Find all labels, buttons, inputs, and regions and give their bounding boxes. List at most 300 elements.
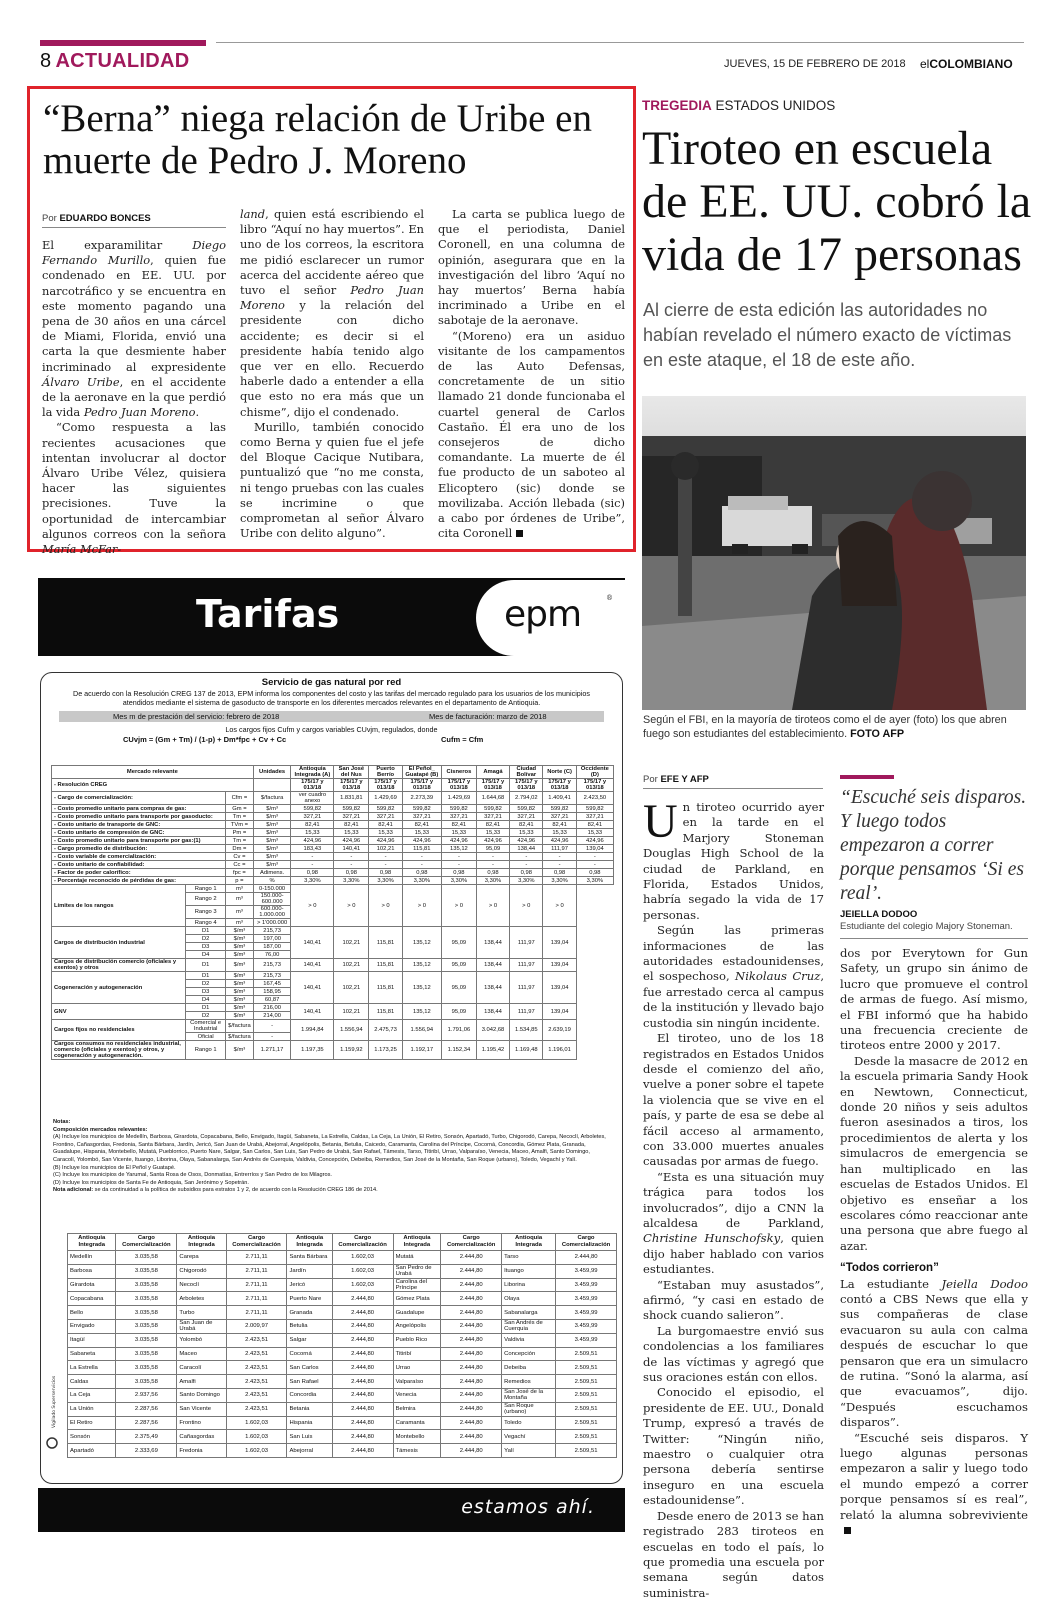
table-cell: D2	[186, 935, 226, 943]
table-cell: 1.173,25	[369, 1041, 402, 1060]
table-cell: $/m³	[226, 988, 254, 996]
table-cell: 140,41	[291, 972, 334, 1004]
table-row	[68, 1333, 617, 1347]
service-month: Mes m de prestación del servicio: febrero de 2018	[113, 712, 280, 721]
table-cell: m³	[226, 893, 254, 906]
table-cell: 2.444,80	[332, 1319, 393, 1333]
table-cell: -	[576, 853, 613, 861]
table-cell: Belmira	[393, 1402, 441, 1416]
table-cell: Sabanalarga	[502, 1306, 556, 1320]
table-cell: 3.459,99	[556, 1306, 617, 1320]
table-cell: 95,09	[441, 959, 476, 972]
table-cell: -	[291, 853, 334, 861]
table-cell: 95,09	[441, 972, 476, 1004]
table-cell: 76,00	[253, 951, 291, 959]
table-cell: 2.444,80	[441, 1402, 502, 1416]
table-cell: Carepa	[177, 1251, 226, 1265]
table-cell: 424,96	[576, 837, 613, 845]
table-cell: 1.196,01	[543, 1041, 576, 1060]
table-cell: Rango 2	[186, 893, 226, 906]
table-cell: 2.509,51	[556, 1444, 617, 1458]
table-cell: 2.423,51	[226, 1388, 287, 1402]
table-cell: 175/17 y 013/18	[441, 779, 476, 792]
table-cell: 135,12	[402, 927, 441, 959]
table-cell: 1.429,69	[441, 792, 476, 805]
table-row	[68, 1388, 617, 1402]
row-label: - Costo unitario de confiabilidad:	[52, 861, 226, 869]
table-cell: %	[253, 877, 291, 885]
table-cell: 135,12	[402, 972, 441, 1004]
table-cell: 599,82	[543, 805, 576, 813]
table-row	[68, 1278, 617, 1292]
table-cell: 3.459,99	[556, 1319, 617, 1333]
table-cell: 115,81	[402, 845, 441, 853]
table-cell: 115,81	[369, 972, 402, 1004]
table-cell: -	[543, 853, 576, 861]
table-cell: 2.444,80	[332, 1333, 393, 1347]
table-cell: 95,09	[441, 927, 476, 959]
table-cell: 187,00	[253, 943, 291, 951]
table-cell: Yalí	[502, 1444, 556, 1458]
vigilado-mark	[45, 1373, 59, 1453]
table-cell: -	[402, 853, 441, 861]
table-cell: $/factura	[226, 1033, 254, 1041]
table-cell: Arboletes	[177, 1292, 226, 1306]
table-cell: 3.459,99	[556, 1292, 617, 1306]
table-cell: 0,98	[510, 869, 543, 877]
table-cell: 2.423,51	[226, 1402, 287, 1416]
table-cell: -	[441, 861, 476, 869]
epm-logo: epm ®	[476, 580, 626, 656]
table-cell: D4	[186, 951, 226, 959]
table-cell: 175/17 y 013/18	[402, 779, 441, 792]
table-cell: 327,21	[334, 813, 369, 821]
table-cell: Santa Bárbara	[287, 1251, 332, 1265]
column-header: Mercado relevante	[52, 766, 254, 779]
table-cell: Dm =	[226, 845, 254, 853]
table-row	[52, 885, 614, 893]
table-cell: 3.035,58	[116, 1306, 177, 1320]
table-row	[52, 845, 614, 853]
table-cell: 3.459,99	[556, 1264, 617, 1278]
table-cell: 138,44	[476, 927, 509, 959]
table-cell: -	[476, 861, 509, 869]
table-cell: 2.444,80	[332, 1292, 393, 1306]
table-cell: Granada	[287, 1306, 332, 1320]
table-row	[68, 1361, 617, 1375]
table-cell: > 0	[291, 885, 334, 927]
tariff-notes: Notas: Composición mercados relevantes: (A) Incluye los municipios de Medellín, Barbosa, Girardota, Copacabana, Bello, Envigado, Itagüí, Sabaneta, La Estrella, Caldas, La Ceja, La Unión, El Retiro, Sonsón, Apartadó, Turbo, Chigorodó, Carepa, Necoclí, Arboletes, Frontino, Cañasgordas, Fredonia, Santa Bárbara, Jardín, Jericó, San Juan de Urabá, Abejorral, Angelópolis, Betania, Betulia, Caicedo, Caramanta, Carolina del Príncipe, Cocorná, Concordia, Gómez Plata, Granada, Guadalupe, Hispania, Montebello, Mutatá, Pueblorrico, Puerto Nare, Salgar, San Carlos, San Luis, San Pedro de Urabá, San Rafael, Támesis, Tarso, Titiribí, Urrao, Valparaíso, Venecia, Maceo, Amalfi, Santo Domingo, Caracolí, Yolombó, San Vicente, Ituango, Liborina, Olaya, Sabanalarga, San Andrés de Cuerquia, Valdivia, Concepción, Debeiba, Remedios, San José de la Montaña, San Roque (urbano), Toledo, Vegachí y Yalí. (B) Incluye los municipios de El Peñol y Guatapé. (C) Incluye los municipios de Yarumal, Santa Rosa de Osos, Donmatías, Entrerríos y San Pedro de los Milagros. (D) Incluye los municipios de Santa Fe de Antioquia, San Jerónimo y Sopetrán. Nota adicional: se da continuidad a la política de subsidios para estratos 1 y 2, de acuerdo con la Resolución CREG 186 de 2014.	[53, 1119, 606, 1194]
table-cell: 2.937,56	[116, 1388, 177, 1402]
table-cell: 111,97	[510, 927, 543, 959]
table-cell: Guadalupe	[393, 1306, 441, 1320]
table-row	[68, 1444, 617, 1458]
table-cell: 115,81	[369, 927, 402, 959]
table-cell: 15,33	[576, 829, 613, 837]
column-header: Antioquia Integrada	[177, 1234, 226, 1251]
tariff-formula	[41, 735, 622, 747]
table-cell: Puerto Nare	[287, 1292, 332, 1306]
table-cell: 115,81	[369, 1004, 402, 1020]
table-cell: 135,12	[402, 1004, 441, 1020]
table-row	[52, 837, 614, 845]
masthead-brand: elCOLOMBIANO	[920, 57, 1013, 71]
table-cell: Betulia	[287, 1319, 332, 1333]
table-cell: $/m³	[253, 861, 291, 869]
table-cell: 2.509,51	[556, 1375, 617, 1389]
table-cell: San José de la Montaña	[502, 1388, 556, 1402]
table-cell: 0-150.000	[253, 885, 291, 893]
byline-rule	[643, 788, 823, 789]
table-cell: 139,04	[543, 1004, 576, 1020]
table-row	[68, 1251, 617, 1265]
table-row	[52, 972, 614, 980]
table-cell: m³	[226, 919, 254, 927]
table-cell: 2.444,80	[441, 1292, 502, 1306]
table-cell: 82,41	[576, 821, 613, 829]
table-cell: Jardín	[287, 1264, 332, 1278]
table-cell: Gómez Plata	[393, 1292, 441, 1306]
table-cell: Fredonia	[177, 1444, 226, 1458]
table-cell: p =	[226, 877, 254, 885]
table-cell: 175/17 y 013/18	[510, 779, 543, 792]
table-row	[52, 1020, 614, 1033]
table-cell: 138,44	[476, 959, 509, 972]
formula-variable: CUvjm = (Gm + Tm) / (1-p) + Dm*fpc + Cv + Cc	[123, 735, 287, 744]
table-cell: 2.375,49	[116, 1430, 177, 1444]
table-cell: > 0	[334, 885, 369, 927]
table-cell: 2.423,51	[226, 1361, 287, 1375]
table-cell: Necoclí	[177, 1278, 226, 1292]
table-cell: Comercial e Industrial	[186, 1020, 226, 1033]
billing-month: Mes de facturación: marzo de 2018	[429, 712, 547, 721]
table-cell: 2.444,80	[441, 1306, 502, 1320]
table-cell: 1.994,84	[291, 1020, 334, 1041]
table-cell: 15,33	[476, 829, 509, 837]
table-cell: $/m³	[253, 853, 291, 861]
tiroteo-kicker: TREGEDIA ESTADOS UNIDOS	[642, 98, 836, 113]
column-header: San José del Nus	[334, 766, 369, 779]
table-cell: 183,43	[291, 845, 334, 853]
table-cell: -	[334, 853, 369, 861]
table-cell: San Carlos	[287, 1361, 332, 1375]
table-cell: 3.035,58	[116, 1347, 177, 1361]
table-cell: 2.711,11	[226, 1306, 287, 1320]
table-row	[52, 959, 614, 972]
column-header: Cargo Comercialización	[441, 1234, 502, 1251]
table-cell: 0,98	[291, 869, 334, 877]
table-cell: 1.602,03	[226, 1416, 287, 1430]
table-header-row	[52, 766, 614, 779]
table-cell: D2	[186, 980, 226, 988]
tariff-components-table	[51, 765, 614, 1060]
table-cell: 111,97	[510, 972, 543, 1004]
table-cell: 2.444,80	[441, 1430, 502, 1444]
table-cell: 60,87	[253, 996, 291, 1004]
table-cell: 2.444,80	[332, 1388, 393, 1402]
table-cell: Cocorná	[287, 1347, 332, 1361]
commercialization-charges-table	[67, 1233, 617, 1458]
issue-date: JUEVES, 15 DE FEBRERO DE 2018	[724, 58, 906, 70]
table-cell: 140,41	[291, 1004, 334, 1020]
table-cell: 2.639,19	[543, 1020, 576, 1041]
table-cell: 1.602,03	[226, 1430, 287, 1444]
table-cell: Envigado	[68, 1319, 116, 1333]
table-cell: 2.444,80	[441, 1264, 502, 1278]
ad-title: Tarifas	[196, 592, 340, 636]
table-cell: El Retiro	[68, 1416, 116, 1430]
formula-fixed: Cufm = Cfm	[441, 735, 484, 744]
table-cell: 424,96	[291, 837, 334, 845]
table-cell: San Roque (urbano)	[502, 1402, 556, 1416]
table-cell: 1.429,69	[369, 792, 402, 805]
table-cell: 1.602,03	[226, 1444, 287, 1458]
table-cell: 2.423,50	[576, 792, 613, 805]
table-cell: 0,98	[402, 869, 441, 877]
table-cell: 2.509,51	[556, 1416, 617, 1430]
table-cell: Girardota	[68, 1278, 116, 1292]
table-cell: 158,95	[253, 988, 291, 996]
table-cell: Bello	[68, 1306, 116, 1320]
table-cell: 95,09	[441, 1004, 476, 1020]
table-cell: 424,96	[369, 837, 402, 845]
table-row	[68, 1430, 617, 1444]
quote-attribution-role: Estudiante del colegio Majory Stoneman.	[840, 921, 1013, 932]
page-number: 8	[40, 50, 52, 72]
table-cell: Concepción	[502, 1347, 556, 1361]
column-header: Antioquia Integrada	[502, 1234, 556, 1251]
table-cell: 3,30%	[334, 877, 369, 885]
pull-quote: “Escuché seis disparos. Y luego todos empezaron a correr porque pensamos ‘Si es real’.	[840, 787, 1027, 904]
table-cell: 2.423,51	[226, 1333, 287, 1347]
table-cell: 327,21	[476, 813, 509, 821]
berna-headline: “Berna” niega relación de Uribe en muerte de Pedro J. Moreno	[43, 97, 592, 182]
table-cell: 111,97	[510, 959, 543, 972]
table-cell: 140,41	[334, 845, 369, 853]
table-cell: Valdivia	[502, 1333, 556, 1347]
table-cell: 15,33	[510, 829, 543, 837]
table-cell: -	[334, 861, 369, 869]
table-cell: Ituango	[502, 1264, 556, 1278]
table-cell: 1.409,41	[543, 792, 576, 805]
table-cell: 3.042,68	[476, 1020, 509, 1041]
table-cell: 1.602,03	[332, 1264, 393, 1278]
table-row	[52, 821, 614, 829]
table-cell: 82,41	[543, 821, 576, 829]
row-label: - Costo promedio unitario para transporte por gasoducto:	[52, 813, 226, 821]
table-cell: 150.000-600.000	[253, 893, 291, 906]
table-cell: Amalfi	[177, 1375, 226, 1389]
table-cell: 599,82	[441, 805, 476, 813]
table-cell: 102,21	[334, 927, 369, 959]
row-label: - Costo promedio unitario para transporte por gas:(1)	[52, 837, 226, 845]
column-header: El Peñol_ Guatapé (B)	[402, 766, 441, 779]
tiroteo-column-1: Un tiroteo ocurrido ayer en la tarde en el Marjory Stoneman Douglas High School de la ciudad de Parkland, en Florida, Estados Unidos, habría segado la vida de 17 personas. Según las primeras informaciones de las autoridades estadounidenses, el sospechoso, Nikolaus Cruz, fue arrestado cerca al campus de la institución y llevado bajo custodia sin ningún incidente. El tiroteo, uno de los 18 registrados en Estados Unidos desde el comienzo del año, vuelve a poner sobre el tapete la violencia que se vive en el país, y parte de esa se debe al fácil acceso al armamento, con 33.000 muertes anuales causadas por armas de fuego. “Esta es una situación muy trágica para todos los involucrados”, dijo a CNN la alcaldesa de Parkland, Christine Hunschofsky, quien dijo haber hablado con varios estudiantes. “Estaban muy asustados”, afirmó, “y casi en estado de shock cuando salieron”. La burgomaestre envió sus condolencias a los familiares de las víctimas y agregó que sus oraciones están con ellos. Conocido el episodio, el presidente de EE. UU., Donald Trump, expresó a través de Twitter: “Ningún niño, maestro o cualquier otra persona debería sentirse inseguro en una escuela estadounidense”. Desde enero de 2013 se han registrado 283 tiroteos en escuelas en todo el país, lo que promedia una escuela por semana según datos suministra-	[643, 795, 824, 1600]
table-cell: 2.509,51	[556, 1430, 617, 1444]
table-cell: 15,33	[334, 829, 369, 837]
table-cell: 214,00	[253, 1012, 291, 1020]
table-cell: 2.509,51	[556, 1361, 617, 1375]
table-cell: 111,97	[510, 1004, 543, 1020]
table-cell: 115,81	[369, 959, 402, 972]
table-cell: Tarso	[502, 1251, 556, 1265]
berna-column-1: El exparamilitar Diego Fernando Murillo, quien fue condenado en EE. UU. por narcotráfico y se encuentra en este momento pagando una pena de 30 años en una cárcel de Miami, Florida, envió una carta la que desmiente haber incriminado al expresidente Álvaro Uribe, en el accidente de la aeronave en la que perdió la vida Pedro Juan Moreno. “Como respuesta a las recientes acusaciones que intentan involucrar al doctor Álvaro Uribe Vélez, quisiera hacer las siguientes precisiones. Tuve la oportunidad de intercambiar algunos correos con la señora María McFar-	[42, 238, 226, 557]
table-cell: Mutatá	[393, 1251, 441, 1265]
column-header: Norte (C)	[543, 766, 576, 779]
table-cell: 139,04	[543, 972, 576, 1004]
table-cell: $/m³	[226, 972, 254, 980]
table-row	[52, 792, 614, 805]
table-cell: 2.444,80	[332, 1402, 393, 1416]
table-cell: 140,41	[291, 927, 334, 959]
table-cell: -	[402, 861, 441, 869]
table-cell: Olaya	[502, 1292, 556, 1306]
table-cell: 599,82	[334, 805, 369, 813]
table-row	[52, 877, 614, 885]
table-cell: 1.602,03	[332, 1251, 393, 1265]
table-cell: San Luis	[287, 1430, 332, 1444]
column-header: Antioquia Integrada (A)	[291, 766, 334, 779]
table-cell: 2.444,80	[441, 1251, 502, 1265]
table-cell: 599,82	[402, 805, 441, 813]
table-cell: 0,98	[576, 869, 613, 877]
table-cell: > 0	[476, 885, 509, 927]
table-cell: 3.035,58	[116, 1319, 177, 1333]
table-cell: Hispania	[287, 1416, 332, 1430]
row-label: Cargos fijos no residenciales	[52, 1020, 186, 1041]
table-row	[52, 1041, 614, 1060]
table-row	[52, 927, 614, 935]
table-cell: 2.287,56	[116, 1416, 177, 1430]
table-cell: Cañasgordas	[177, 1430, 226, 1444]
table-cell: 2.509,51	[556, 1388, 617, 1402]
table-cell: 599,82	[369, 805, 402, 813]
table-cell: 82,41	[291, 821, 334, 829]
table-row	[68, 1416, 617, 1430]
berna-column-3: La carta se publica luego de que el periodista, Daniel Coronell, en una columna de opinión, asegurara que en la investigación del libro ‘Aquí no hay muertos’ Berna había incriminado a Uribe en el sabotaje de la aeronave. “(Moreno) era un asiduo visitante de los campamentos de las Auto Defensas, concretamente de un sitio llamado 21 donde funcionaba el cuartel general de Carlos Castaño. Él era uno de los consejeros de dicho comandante. La muerte de él fue producto de un saboteo al Elicoptero (sic) donde se movilizaba. Acción llebada (sic) a cabo por órdenes de Uribe”, cita Coronell	[438, 207, 625, 541]
table-cell: -	[543, 861, 576, 869]
table-cell: 2.711,11	[226, 1292, 287, 1306]
table-cell: 102,21	[369, 845, 402, 853]
table-cell: Oficial	[186, 1033, 226, 1041]
table-cell: 175/17 y 013/18	[543, 779, 576, 792]
table-cell: > 0	[510, 885, 543, 927]
table-cell: m³	[226, 885, 254, 893]
table-row	[68, 1292, 617, 1306]
table-cell: 111,97	[543, 845, 576, 853]
column-header: Antioquia Integrada	[68, 1234, 116, 1251]
table-cell: Frontino	[177, 1416, 226, 1430]
table-cell: Valparaíso	[393, 1375, 441, 1389]
table-cell: 2.444,80	[441, 1388, 502, 1402]
table-cell: 139,04	[543, 959, 576, 972]
table-cell: Rango 4	[186, 919, 226, 927]
table-cell: 138,44	[476, 972, 509, 1004]
table-cell: 175/17 y 013/18	[291, 779, 334, 792]
table-cell: 327,21	[402, 813, 441, 821]
table-cell: 3,30%	[576, 877, 613, 885]
table-header-row	[68, 1234, 617, 1251]
table-row	[52, 829, 614, 837]
table-cell: 600.000-1.000.000	[253, 906, 291, 919]
table-cell: 3.459,99	[556, 1278, 617, 1292]
table-cell: 424,96	[334, 837, 369, 845]
table-cell: 135,12	[402, 959, 441, 972]
table-cell: San Andrés de Cuerquia	[502, 1319, 556, 1333]
table-cell: D2	[186, 1012, 226, 1020]
table-cell: 3.459,99	[556, 1333, 617, 1347]
section-name: ACTUALIDAD	[55, 50, 190, 72]
table-cell: $/m³	[226, 935, 254, 943]
table-cell: 3,30%	[476, 877, 509, 885]
table-cell: > 0	[543, 885, 576, 927]
table-cell: 215,73	[253, 927, 291, 935]
table-cell: Rango 3	[186, 906, 226, 919]
row-label: - Resolución CREG	[52, 779, 254, 792]
table-row	[68, 1402, 617, 1416]
table-cell: fpc =	[226, 869, 254, 877]
table-cell: 424,96	[510, 837, 543, 845]
table-cell: Jericó	[287, 1278, 332, 1292]
table-cell: 82,41	[476, 821, 509, 829]
table-cell: 2.444,80	[441, 1333, 502, 1347]
table-cell: -	[369, 861, 402, 869]
table-cell: Pm =	[226, 829, 254, 837]
table-cell: 2.444,80	[441, 1347, 502, 1361]
column-header: Cisneros	[441, 766, 476, 779]
table-cell: > 1'000.000	[253, 919, 291, 927]
end-mark-icon	[516, 530, 523, 537]
table-cell: 82,41	[369, 821, 402, 829]
table-row	[68, 1347, 617, 1361]
table-cell: $/m³	[253, 837, 291, 845]
table-cell: 2.273,39	[402, 792, 441, 805]
row-label: Cogeneración y autogeneración	[52, 972, 186, 1004]
row-label: Cargos consumos no residenciales industrial, comercio (oficiales y exentos) y otros, y cogeneración y autogeneración.	[52, 1041, 186, 1060]
table-row	[52, 853, 614, 861]
table-cell: $/m³	[253, 845, 291, 853]
table-cell: 2.009,97	[226, 1319, 287, 1333]
table-cell: $/factura	[253, 792, 291, 805]
tiroteo-byline: Por EFE Y AFP	[643, 774, 709, 785]
table-cell: -	[510, 853, 543, 861]
row-label: - Porcentaje reconocido de pérdidas de gas:	[52, 877, 226, 885]
table-cell: 1.602,03	[332, 1278, 393, 1292]
table-cell: Venecia	[393, 1388, 441, 1402]
table-cell: Cc =	[226, 861, 254, 869]
table-cell: Montebello	[393, 1430, 441, 1444]
table-cell: 2.509,51	[556, 1347, 617, 1361]
table-cell: 2.423,51	[226, 1375, 287, 1389]
table-cell: 2.444,80	[441, 1278, 502, 1292]
table-cell: 3.035,58	[116, 1333, 177, 1347]
table-cell: Santo Domingo	[177, 1388, 226, 1402]
table-row	[68, 1306, 617, 1320]
table-cell: $/factura	[226, 1020, 254, 1033]
table-cell: Debeiba	[502, 1361, 556, 1375]
table-cell: Tm =	[226, 813, 254, 821]
row-label: Cargos de distribución industrial	[52, 927, 186, 959]
table-cell: 3,30%	[441, 877, 476, 885]
column-header: Antioquia Integrada	[393, 1234, 441, 1251]
table-cell: 3,30%	[369, 877, 402, 885]
table-cell: 167,45	[253, 980, 291, 988]
column-header: Cargo Comercialización	[332, 1234, 393, 1251]
quote-attribution-name: JEIELLA DODOO	[840, 909, 918, 920]
table-cell: 2.444,80	[441, 1361, 502, 1375]
epm-tariff-ad	[30, 578, 625, 1538]
table-row	[52, 861, 614, 869]
